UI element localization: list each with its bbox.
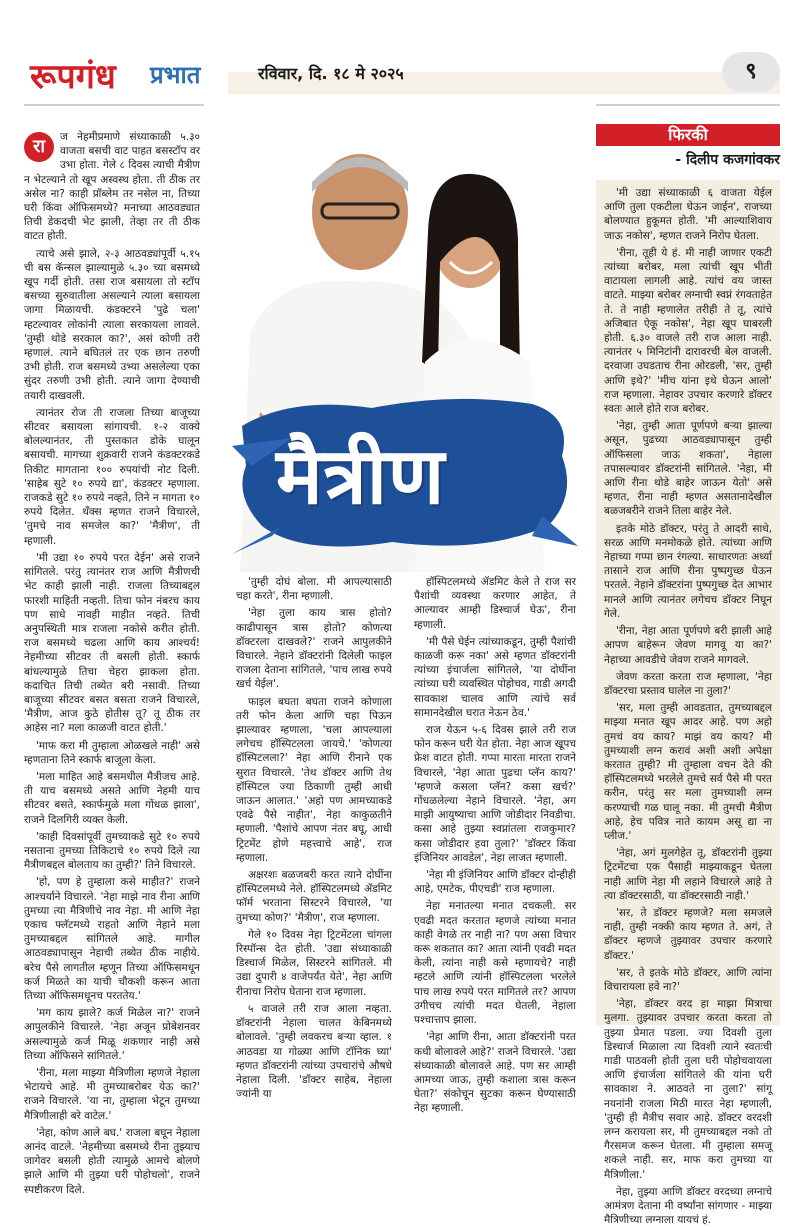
brand-prabhat: प्रभात [150, 61, 201, 89]
author-byline: - दिलीप कजगांवकर [675, 152, 780, 168]
paragraph: अक्षरशः बळजबरी करत त्याने दोघींना हॉस्पिटलमध्ये नेले. हॉस्पिटलमध्ये ॲडमिट फॉर्म भरताना सिस्टरने विचारले, 'या तुमच्या कोण?' 'मैत्रीण', राज म्हणाला. [236, 869, 392, 924]
paragraph: इतके मोठे डॉक्टर, परंतु ते आदरी साधे, सरळ आणि मनमोकळे होते. त्यांच्या आणि नेहाच्या गप्पा छान रंगल्या. साधारणतः अर्ध्या तासाने राज आणि रीना पुष्पगुच्छ घेऊन परतले. नेहाने डॉक्टरांना पुष्पगुच्छ देत आभार मानले आणि त्यानंतर लगेचच डॉक्टर निघून गेले. [604, 522, 772, 620]
article-column-4 [604, 186, 772, 1227]
paragraph: 'रीना, नेहा आता पूर्णपणे बरी झाली आहे आपण बाहेरून जेवण मागवू या का?' नेहाच्या आवडीचे जेवण राजने मागवले. [604, 625, 772, 666]
paragraph: 'नेहा, डॉक्टर वरद हा माझा मित्राचा मुलगा. तुझ्यावर उपचार करता करता तो तुझ्या प्रेमात पडला. ज्या दिवशी तुला डिस्चार्ज मिळाला त्या दिवशी त्याने स्वतःची गाडी पाठवली होती तुला घरी पोहोचवायला आणि इंचार्जला सांगितले की यांना घरी सावकाश ने. आठवते ना तुला?' सांगू नयनांनी राजला मिठी मारत नेहा म्हणाली, 'तुम्ही ही मैत्रीच सवार आहे. डॉक्टर वरदशी लग्न करायला सर, मी तुमच्याबद्दल नको तो गैरसमज करून घेतला. मी तुम्हाला समजू शकले नाही. सर, माफ करा तुमच्या या मैत्रिणीला.' [604, 998, 772, 1181]
paragraph: 'मला माहित आहे बसमधील मैत्रीजच आहे. ती याच बसमध्ये असते आणि नेहमी याच सीटवर बसते, स्कार्फमुळे मला गोंधळ झाला', राजने दिलगिरी व्यक्त केली. [24, 770, 200, 826]
paragraph: 'सर, मला तुम्ही आवडतात, तुमच्याबद्दल माझ्या मनात खूप आदर आहे. पण अहो तुमचं वय काय? माझं वय काय? मी तुमच्याशी लग्न करावं अशी अशी अपेक्षा करतात तुम्ही? मी तुम्हाला वचन देते की हॉस्पिटलमध्ये भरलेले तुमचे सर्व पैसे मी परत करीन, परंतु सर मला तुमच्याशी लग्न करण्याची गळ घालू नका. मी तुमची मैत्रीण आहे, हेच पवित्र नाते कायम असू द्या ना प्लीज.' [604, 702, 772, 842]
paragraph: नेहा मनातल्या मनात दचकली. सर एवढी मदत करतात म्हणजे त्यांच्या मनात काही वेगळे तर नाही ना? पण असा विचार करू शकतात का? आता त्यांनी एवढी मदत केली, त्यांना नाही कसे म्हणायचे? नाही म्हटले आणि त्यांनी हॉस्पिटलला भरलेले पाच लाख रुपये परत मागितले तर? आपण उगीचच त्यांची मदत घेतली, नेहाला पश्चात्ताप झाला. [414, 900, 576, 1027]
header-rule-left [24, 104, 204, 106]
paragraph: 'नेहा, तुम्ही आता पूर्णपणे बऱ्या झाल्या असून, पुढच्या आठवड्यापासून तुम्ही ऑफिसला जाऊ शकता', नेहाला तपासल्यावर डॉक्टरांनी सांगितले. 'नेहा, मी आणि रीना थोडे बाहेर जाऊन येतो' असे म्हणत, रीना नाही म्हणत असतानादेखील बळजबरीने राजने तिला बाहेर नेले. [604, 420, 772, 518]
paragraph: ५ वाजले तरी राज आला नव्हता. डॉक्टरांनी नेहाला चालत केबिनमध्ये बोलावले. 'तुम्ही लवकरच बऱ्या व्हाल. १ आठवडा या गोळ्या आणि टॉनिक घ्या' म्हणत डॉक्टरांनी त्यांच्या उपचारांचे औषधे नेहाला दिली. 'डॉक्टर साहेब, नेहाला ज्यांनी या [236, 1002, 392, 1101]
paragraph: 'सर, ते इतके मोठे डॉक्टर, आणि त्यांना विचारायला हवे ना?' [604, 966, 772, 993]
paragraph: 'माफ करा मी तुम्हाला ओळखले नाही' असे म्हणताना तिने स्कार्फ बाजूला केला. [24, 739, 200, 766]
paragraph: 'रीना, तूही ये हं. मी नाही जाणार एकटी त्यांच्या बरोबर, मला त्यांची खूप भीती वाटायला लागली आहे. त्यांचं वय जास्त वाटते. माझ्या बरोबर लग्नाची स्वप्नं रंगवताहेत ते. ते नाही म्हणालेत तरीही ते तू, त्यांचे अजिबात ऐकू नकोस', नेहा खूप घाबरली होती. ६.३० वाजले तरी राज आला नाही. त्यानंतर ५ मिनिटांनी दारावरची बेल वाजली. दरवाजा उघडताच रीना ओरडली, 'सर, तुम्ही आणि इथे?' 'मीच यांना इथे घेऊन आलो' राज म्हणाला. नेहावर उपचार करणारे डॉक्टर स्वतः आले होते राज बरोबर. [604, 246, 772, 416]
paragraph: 'नेहा, कोण आले बघ.' राजला बघून नेहाला आनंद वाटले. 'नेहमीच्या बसमध्ये रीना तुझ्याच जागेवर बसली होती त्यामुळे आमचे बोलणे झाले आणि मी तुझ्या घरी पोहोचलो', राजने स्पष्टीकरण दिले. [24, 1126, 200, 1196]
paragraph: 'नेहा मी इंजिनियर आणि डॉक्टर दोन्हीही आहे, एमटेक, पीएचडी' राज म्हणाला. [414, 869, 577, 896]
paragraph: त्याचे असे झाले, २-३ आठवड्यांपूर्वी ५.१५ ची बस कॅन्सल झाल्यामुळे ५.३० च्या बसमध्ये खूप गर्दी होती. तसा राज बसायला तो स्टॉप बसच्या सुरुवातीला असल्याने त्याला बसायला जागा मिळायची. कंडक्टरने 'पुढे चला' म्हटल्यावर लोकांनी त्याला सरकायला लावले. 'तुम्ही थोडे सरकाल का?', असं कोणी तरी म्हणालं. त्याने बघितलं तर एक छान तरुणी उभी होती. राज बसमध्ये उभ्या असलेल्या एका सुंदर तरुणी उभी होती. त्याने जागा देण्याची तयारी दाखवली. [24, 247, 200, 402]
paragraph: 'मी उद्या १० रुपये परत देईन' असे राजने सांगितले. परंतु त्यानंतर राज आणि मैत्रीणची भेट काही झाली नाही. राजला तिच्याबद्दल फारशी माहिती नव्हती. तिचा फोन नंबरच काय पण साधे नावही माहीत नव्हते. तिची अनुपस्थिती मात्र राजला नकोसे करीत होती. राज बसमध्ये चढला आणि काय आश्चर्य! नेहमीच्या सीटवर ती बसली होती. स्कार्फ बांधल्यामुळे तिचा चेहरा झाकला होता. कदाचित तिची तब्येत बरी नसावी. तिच्या बाजूच्या सीटवर बसत बसता राजने विचारले, 'मैत्रीण, आज कुठे होतीस तू? तू ठीक तर आहेस ना? मला काळजी वाटत होती.' [24, 551, 200, 735]
paragraph: राज येऊन ५-६ दिवस झाले तरी राज फोन करून घरी येत होता. नेहा आज खूपच फ्रेश वाटत होती. गप्पा मारता मारता राजने विचारले, 'नेहा आता पुढचा प्लॅन काय?' 'म्हणजे कसला प्लॅन? कसा खर्च?' गोंधळलेल्या नेहाने विचारले. 'नेहा, अग माझी आयुष्याचा आणि जोडीदार निवडीचा. कसा आहे तुझ्या स्वप्नांतला राजकुमार? कसा जोडीदार हवा तुला?' 'डॉक्टर किंवा इंजिनियर आवडेल', नेहा लाजत म्हणाली. [414, 724, 576, 864]
article-column-1 [24, 130, 200, 1196]
paragraph: 'मग काय झाले? कर्ज मिळेल ना?' राजने आपुलकीने विचारले. 'नेहा अजून प्रोबेशनवर असल्यामुळे कर्ज मिळू शकणार नाही असे तिच्या ऑफिसने सांगितले.' [24, 1007, 200, 1062]
paragraph: गेले १० दिवस नेहा ट्रिटमेंटला चांगला रिस्पॉन्स देत होती. 'उद्या संध्याकाळी डिस्चार्ज मिळेल, सिस्टरने सांगितले. मी उद्या दुपारी ४ वाजेपर्यंत येते', नेहा आणि रीनाचा निरोप घेताना राज म्हणाला. [236, 928, 392, 998]
paragraph: 'सर, ते डॉक्टर म्हणजे? मला समजले नाही, तुम्ही नक्की काय म्हणत ते. अगं, ते डॉक्टर म्हणजे तुझ्यावर उपचार करणारे डॉक्टर.' [604, 906, 772, 962]
paragraph: जेवण करता करता राज म्हणाला, 'नेहा डॉक्टरचा प्रस्ताव घालेल ना तुला?' [604, 670, 772, 697]
paragraph: नेहा, तुझ्या आणि डॉक्टर वरदच्या लग्नाचे आमंत्रण देताना मी वर्ष्यांना सांगणार - माझ्या मैत्रिणीच्या लग्नाला यायचं हं. [604, 1185, 772, 1227]
paragraph: 'मी पैसे घेईन त्यांच्याकडून, तुम्ही पैशांची काळजी करू नका' असे म्हणत डॉक्टरांनी त्यांच्या इंचार्जला सांगितले, 'या दोघींना त्यांच्या घरी व्यवस्थित पोहोचव, गाडी अगदी सावकाश चालव आणि त्यांचे सर्व सामानदेखील घरात नेऊन ठेव.' [414, 635, 576, 719]
paragraph: 'नेहा, अगं मुलगेहेत तू, डॉक्टरांनी तुझ्या ट्रिटमेंटचा एक पैसाही माझ्याकडून घेतला नाही आणि नेहा मी लहाने विचारले आहे ते त्या डॉक्टरसाठी, या डॉक्टरसाठी नाही.' [604, 847, 772, 902]
paragraph: हॉस्पिटलमध्ये ॲडमिट केले ते राज सर पैशांची व्यवस्था करणार आहेत, ते आल्यावर आम्ही डिस्चार्ज घेऊ', रीना म्हणाली. [414, 576, 576, 631]
header-rule-right [596, 104, 780, 106]
paragraph: 'काही दिवसांपूर्वी तुमच्याकडे सुटे १० रुपये नसताना तुमच्या तिकिटाचे १० रुपये दिले त्या मैत्रीणबद्दल बोलताय का तुम्ही?' तिने विचारले. [24, 830, 200, 872]
paragraph: 'हो, पण हे तुम्हाला कसे माहीत?' राजने आश्चर्याने विचारले. 'नेहा माझे नाव रीना आणि तुमच्या त्या मैत्रिणीचे नाव नेहा. मी आणि नेहा एकाच फ्लॅटमध्ये राहतो आणि नेहाने मला तुमच्याबद्दल सांगितले आहे. मागील आठवड्यापासून नेहाची तब्येत ठीक नाहीये. बरेच पैसे लागतील म्हणून तिच्या ऑफिसमधून कर्ज मिळते का याची चौकशी करून आता तिच्या ऑफिसमधूनच परततेय.' [24, 876, 200, 1002]
article-title: मैत्रीण [276, 432, 446, 522]
paragraph: 'नेहा तुला काय त्रास होतो? काढीपासून त्रास होतो? कोणत्या डॉक्टरला दाखवले?' राजने आपुलकीने विचारले. नेहाने डॉक्टरांनी दिलेली फाइल राजला देताना सांगितले, 'पाच लाख रुपये खर्च येईल'. [236, 607, 392, 691]
article-column-2 [236, 575, 392, 1101]
page-header [0, 0, 800, 110]
paragraph: 'तुम्ही दोघं बोला. मी आपल्यासाठी चहा करते', रीना म्हणाली. [236, 576, 392, 603]
paragraph: 'मी उद्या संध्याकाळी ६ वाजता येईल आणि तुला एकटीला घेऊन जाईन', राजच्या बोलण्यात हुकूमत होती. 'मी आल्याशिवाय जाऊ नकोस', म्हणत राजने निरोप घेतला. [604, 187, 772, 242]
paragraph: 'रीना, मला माझ्या मैत्रिणीला म्हणजे नेहाला भेटायचे आहे. मी तुमच्याबरोबर येऊ का?' राजने विचारले. 'या ना, तुम्हाला भेटून तुमच्या मैत्रिणीलाही बरे वाटेल.' [24, 1067, 200, 1122]
brand-rupgandh: रूपगंध [30, 57, 116, 97]
paragraph: फाइल बघता बघता राजने कोणाला तरी फोन केला आणि चहा पिऊन झाल्यावर म्हणाला, 'चला आपल्याला लगेचच हॉस्पिटलला जायचे.' 'कोणत्या हॉस्पिटलला?' नेहा आणि रीनाने एक सुरात विचारले. 'तेथ डॉक्टर आणि तेथ हॉस्पिटल ज्या ठिकाणी तुम्ही आधी जाऊन आलात.' 'अहो पण आमच्याकडे एवढे पैसे नाहीत', नेहा काकुळतीने म्हणाली. 'पैशांचे आपण नंतर बघू, आधी ट्रिटमेंट होणे महत्त्वाचे आहे', राज म्हणाला. [236, 695, 392, 864]
paragraph: त्यानंतर रोज ती राजला तिच्या बाजूच्या सीटवर बसायला सांगायची. १-२ वाक्ये बोलल्यानंतर, ती पुस्तकात डोके घालून बसायची. मागच्या शुक्रवारी राजने कंडक्टरकडे तिकीट मागताना १०० रुपयांची नोट दिली. 'साहेब सुटे १० रुपये द्या', कंडक्टर म्हणाला. राजकडे सुटे १० रुपये नव्हते, तिने न मागता १० रुपये दिलेत. थँक्स म्हणत राजने विचारले, 'तुमचे नाव समजेल का?' 'मैत्रीण', ती म्हणाली. [24, 406, 200, 547]
drop-cap: रा [24, 132, 54, 162]
paragraph: ज नेहमीप्रमाणे संध्याकाळी ५.३० वाजता बसची वाट पाहत बसस्टॉप वर उभा होता. गेले ८ दिवस त्याची मैत्रीण न भेटल्याने तो खूप अस्वस्थ होता. ती ठीक तर असेल ना? काही प्रॉब्लेम तर नसेल ना, तिच्या घरी किंवा ऑफिसमध्ये? मनाच्या आठवड्यात तिची डेकदची भेट झाली, तेव्हा तर ती ठीक वाटत होती. [24, 131, 200, 243]
article-column-3 [414, 575, 577, 1115]
page-number: ९ [722, 52, 780, 92]
dateline: रविवार, दि. १८ मे २०२५ [258, 64, 404, 83]
paragraph: 'नेहा आणि रीना, आता डॉक्टरांनी परत कधी बोलावले आहे?' राजने विचारले. 'उद्या संध्याकाळी बोलावले आहे. पण सर आम्ही आमच्या जाऊ, तुम्ही कशाला त्रास करून घेता?' संकोचून सुटका करून घेण्यासाठी नेहा म्हणाली. [414, 1031, 576, 1115]
section-label: फिरकी [596, 124, 780, 146]
